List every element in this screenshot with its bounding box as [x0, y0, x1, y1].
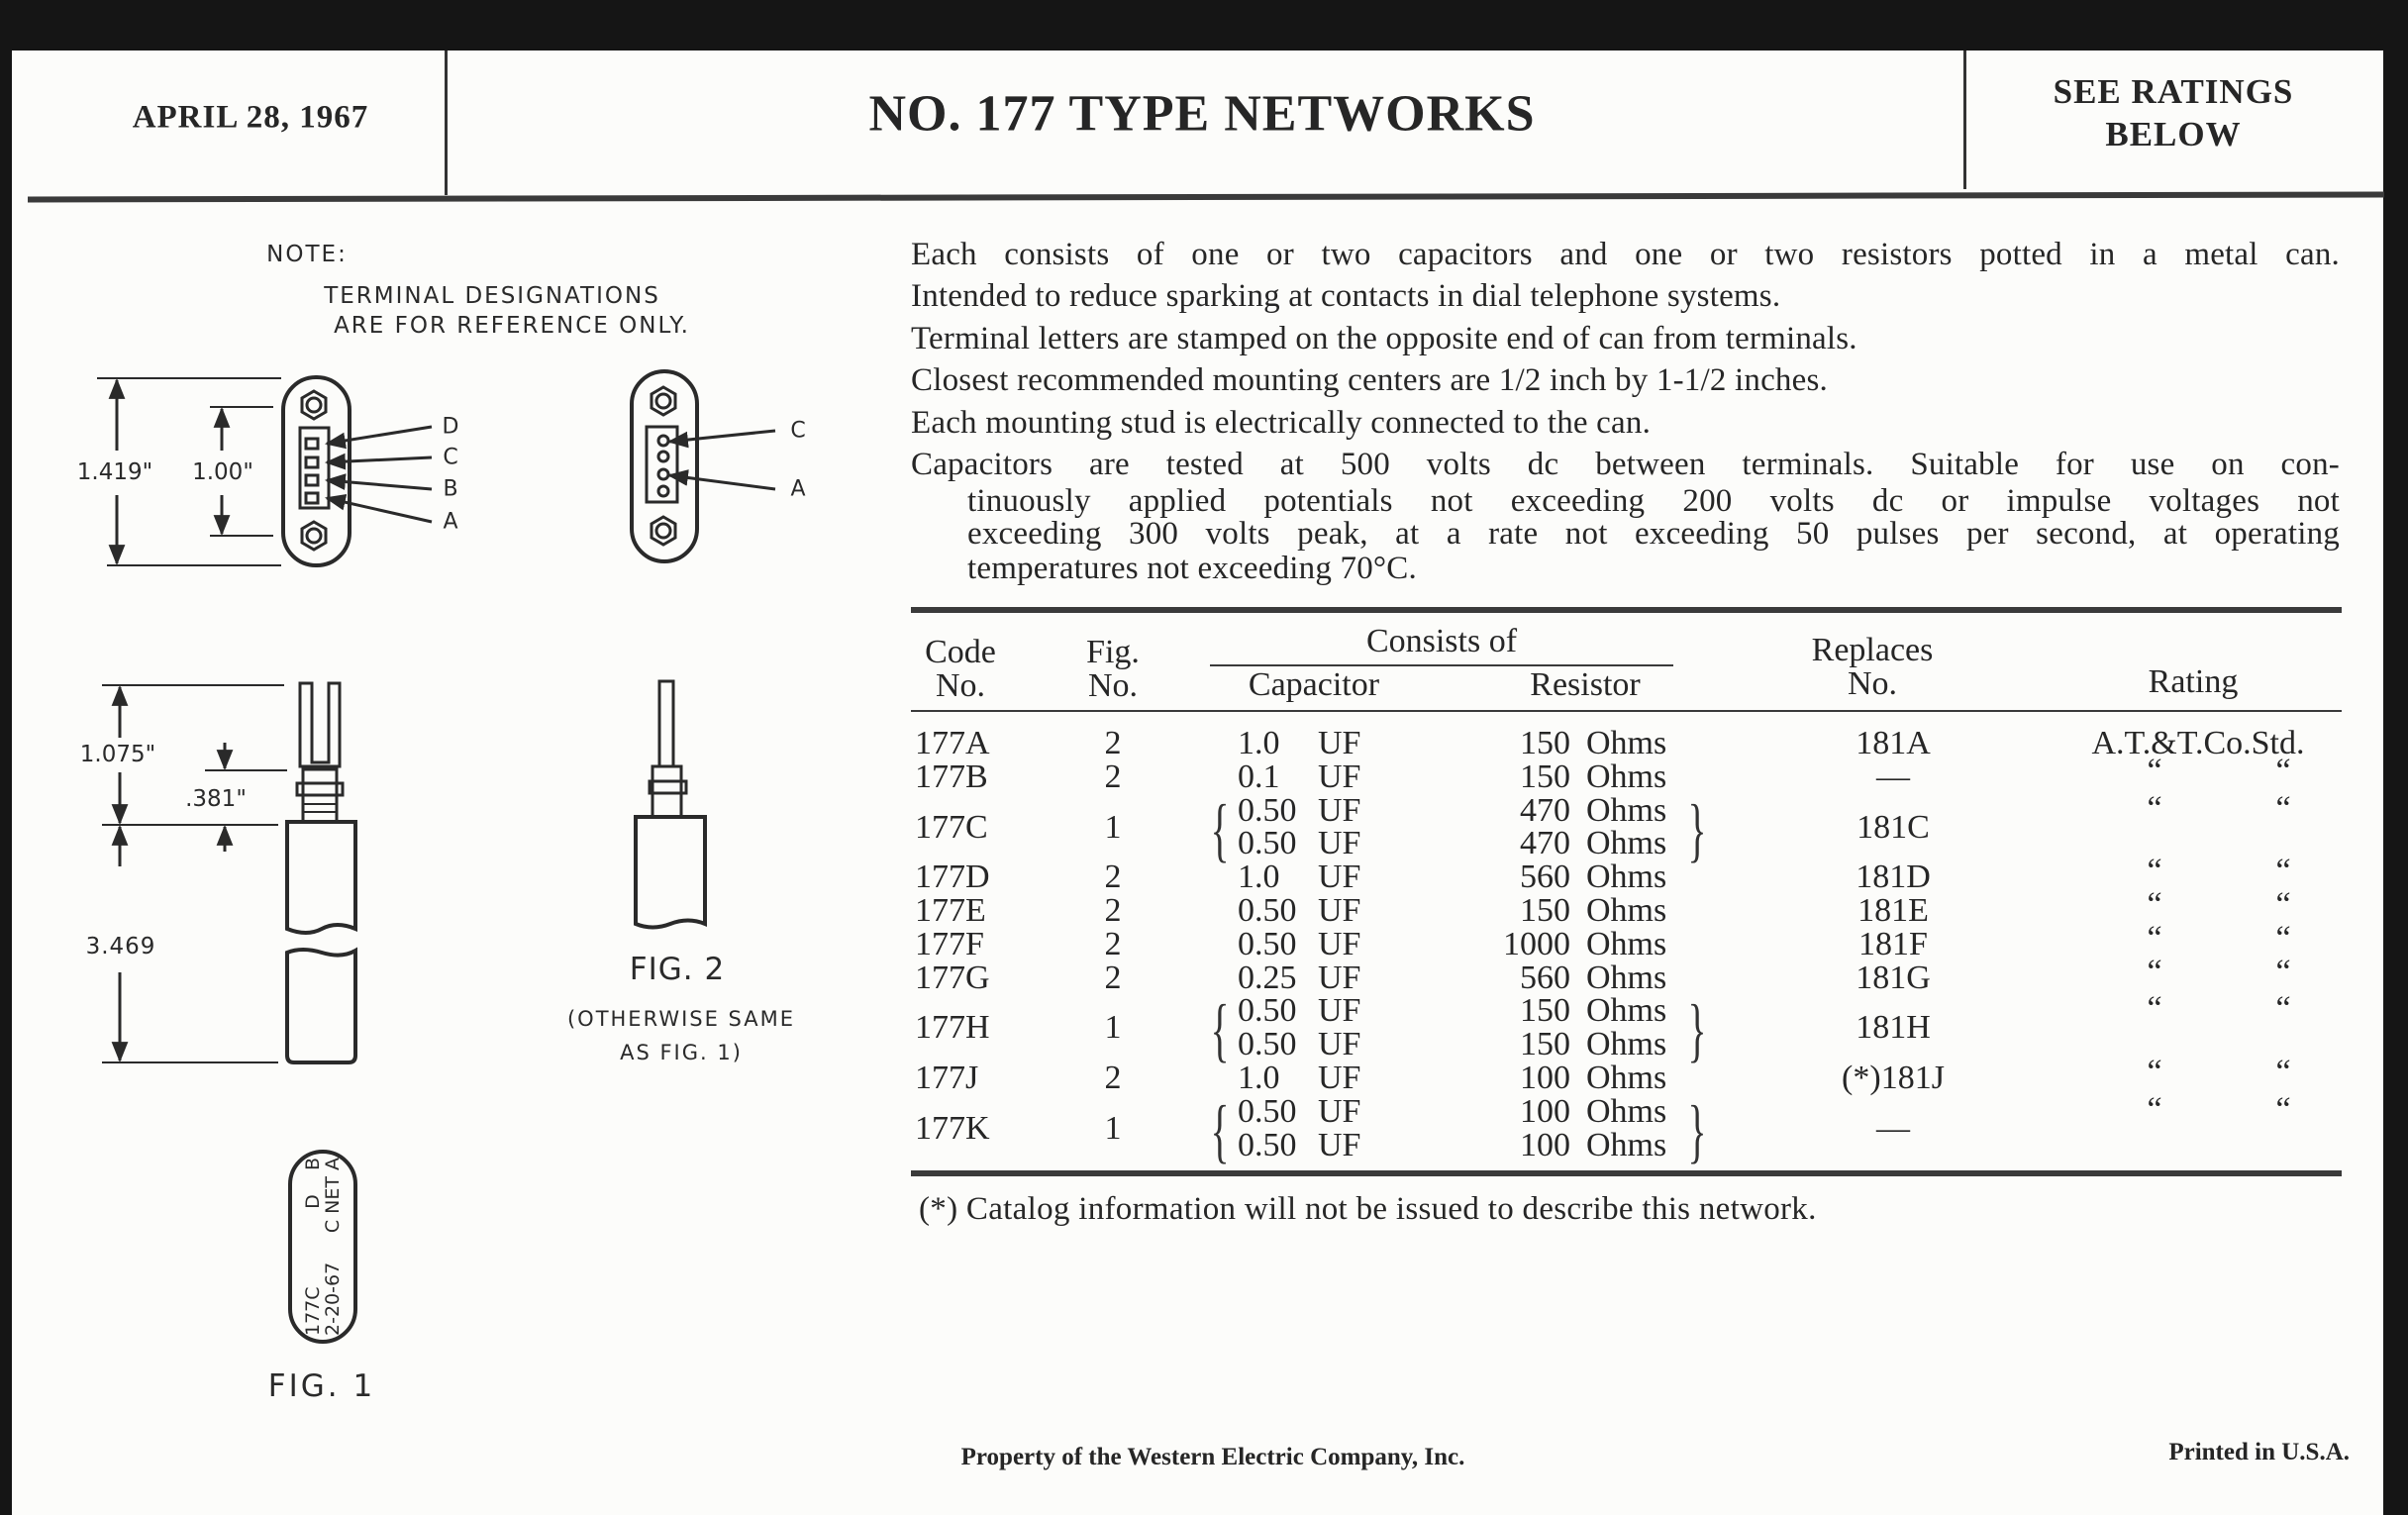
header-capacitor: Capacitor — [1248, 666, 1380, 703]
resistor-unit: Ohms — [1586, 1092, 1667, 1130]
header-replaces-1: Replaces — [1811, 632, 1934, 668]
row-fig: 2 — [1104, 725, 1122, 761]
row-fig: 2 — [1104, 959, 1122, 996]
row-replaces: 181F — [1858, 925, 1928, 962]
row-code: 177A — [915, 725, 990, 761]
left-brace: { — [1210, 1090, 1230, 1170]
description-line: Intended to reduce sparking at contacts in dial telephone systems. — [911, 278, 1781, 314]
dim-terminal-length: 1.075" — [79, 742, 156, 767]
note-line1: TERMINAL DESIGNATIONS — [324, 283, 660, 309]
rating-ditto: “ — [2147, 953, 2162, 990]
resistor-value: 100 — [1520, 1092, 1570, 1130]
capacitor-value: 1.0 — [1238, 1060, 1280, 1096]
fig2-note-line1: (OTHERWISE SAME — [566, 1007, 796, 1031]
resistor-value: 100 — [1520, 1060, 1570, 1096]
dim-can-length: 3.469 — [85, 934, 156, 960]
fig2-side-view — [636, 681, 705, 928]
table-header-rule — [911, 710, 2342, 712]
fig2-note-line2: AS FIG. 1) — [620, 1041, 743, 1064]
dim-stud-spacing: 1.00" — [192, 459, 253, 485]
stamp-net: C NET A — [322, 1158, 344, 1234]
row-replaces: 181C — [1856, 808, 1930, 846]
capacitor-unit: UF — [1318, 791, 1361, 829]
fig1-terminal-c: C — [443, 445, 458, 470]
resistor-unit: Ohms — [1586, 959, 1667, 996]
row-code: 177K — [915, 1109, 990, 1147]
right-brace: } — [1687, 1090, 1707, 1170]
left-brace: { — [1210, 789, 1230, 869]
header-divider — [1963, 50, 1966, 189]
capacitor-unit: UF — [1318, 1126, 1361, 1163]
resistor-unit: Ohms — [1586, 791, 1667, 829]
table-top-rule — [911, 607, 2342, 613]
row-fig: 1 — [1104, 1109, 1122, 1147]
note-label: NOTE: — [266, 242, 348, 267]
row-code: 177G — [915, 959, 990, 996]
row-code: 177E — [915, 892, 986, 929]
capacitor-value: 0.1 — [1238, 758, 1280, 795]
resistor-value: 470 — [1520, 825, 1570, 862]
description-line: Closest recommended mounting centers are 1/2 inch by 1-1/2 inches. — [911, 362, 1828, 398]
row-code: 177H — [915, 1009, 990, 1047]
capacitor-unit: UF — [1318, 959, 1361, 996]
resistor-unit: Ohms — [1586, 1060, 1667, 1096]
header-consists-of: Consists of — [1365, 623, 1518, 659]
rating-ditto: “ — [2275, 919, 2291, 957]
resistor-unit: Ohms — [1586, 992, 1667, 1030]
resistor-value: 150 — [1520, 892, 1570, 929]
capacitor-value: 0.50 — [1238, 791, 1297, 829]
header-fig-2: No. — [1087, 667, 1139, 704]
resistor-value: 100 — [1520, 1126, 1570, 1163]
capacitor-value: 0.50 — [1238, 992, 1297, 1030]
rating-ditto: “ — [2147, 990, 2162, 1028]
row-fig: 2 — [1104, 892, 1122, 929]
resistor-unit: Ohms — [1586, 725, 1667, 761]
resistor-unit: Ohms — [1586, 892, 1667, 929]
fig2-terminal-c: C — [790, 418, 806, 444]
right-brace: } — [1687, 990, 1707, 1070]
page-title: NO. 177 TYPE NETWORKS — [868, 85, 1536, 143]
capacitor-unit: UF — [1318, 825, 1361, 862]
capacitor-unit: UF — [1318, 1092, 1361, 1130]
table-bottom-rule — [911, 1170, 2342, 1176]
rating-ditto: “ — [2147, 752, 2162, 789]
dim-overall-height: 1.419" — [76, 459, 153, 485]
fig2-terminal-a: A — [790, 476, 806, 502]
rating-ditto: “ — [2147, 853, 2162, 890]
resistor-unit: Ohms — [1586, 925, 1667, 962]
description-line: temperatures not exceeding 70°C. — [967, 551, 1417, 586]
resistor-value: 150 — [1520, 758, 1570, 795]
header-fig-1: Fig. — [1086, 634, 1140, 670]
row-code: 177C — [915, 808, 988, 846]
right-brace: } — [1687, 789, 1707, 869]
rating-ditto: “ — [2275, 953, 2291, 990]
header-code-1: Code — [925, 634, 996, 670]
resistor-value: 150 — [1520, 992, 1570, 1030]
fig1-terminal-b: B — [443, 476, 458, 502]
resistor-unit: Ohms — [1586, 858, 1667, 896]
capacitor-value: 0.50 — [1238, 1092, 1297, 1130]
rating-ditto: “ — [2275, 1090, 2291, 1128]
fig1-terminal-a: A — [443, 509, 458, 535]
rating-ditto: “ — [2147, 1054, 2162, 1090]
fig2-caption: FIG. 2 — [629, 952, 726, 987]
stamp-line1: 177C — [302, 1286, 324, 1336]
resistor-value: 150 — [1520, 725, 1570, 761]
fig1-caption: FIG. 1 — [267, 1368, 376, 1404]
capacitor-unit: UF — [1318, 1026, 1361, 1063]
stamp-line2: 2-20-67 — [322, 1262, 344, 1336]
ratings-note-line1: SEE RATINGS — [2053, 72, 2294, 111]
capacitor-value: 0.50 — [1238, 825, 1297, 862]
capacitor-unit: UF — [1318, 725, 1361, 761]
capacitor-unit: UF — [1318, 992, 1361, 1030]
capacitor-value: 0.25 — [1238, 959, 1297, 996]
header-code-2: No. — [935, 667, 986, 704]
resistor-unit: Ohms — [1586, 1026, 1667, 1063]
row-fig: 2 — [1104, 758, 1122, 795]
rating-ditto: “ — [2147, 789, 2162, 827]
rating-ditto: “ — [2275, 789, 2291, 827]
capacitor-value: 1.0 — [1238, 725, 1280, 761]
header-replaces-2: No. — [1847, 665, 1898, 702]
row-fig: 1 — [1104, 1009, 1122, 1047]
rating-ditto: “ — [2275, 990, 2291, 1028]
capacitor-value: 0.50 — [1238, 892, 1297, 929]
sheet-date: APRIL 28, 1967 — [132, 99, 369, 136]
description-line: exceeding 300 volts peak, at a rate not exceeding 50 pulses per second, at operating — [967, 516, 2340, 552]
row-code: 177F — [915, 925, 984, 962]
stamp-top: D B — [302, 1158, 324, 1209]
table-footnote: (*) Catalog information will not be issued to describe this network. — [919, 1191, 1817, 1227]
row-fig: 1 — [1104, 808, 1122, 846]
resistor-value: 1000 — [1503, 925, 1570, 962]
row-replaces: 181H — [1856, 1009, 1931, 1047]
fig1-stamp-text — [303, 1158, 343, 1336]
row-replaces: 181D — [1856, 858, 1931, 896]
resistor-value: 560 — [1520, 959, 1570, 996]
capacitor-value: 0.50 — [1238, 1026, 1297, 1063]
row-fig: 2 — [1104, 1060, 1122, 1096]
header-resistor: Resistor — [1530, 666, 1641, 703]
header-rating: Rating — [2148, 663, 2239, 700]
row-replaces: 181G — [1856, 959, 1931, 996]
capacitor-unit: UF — [1318, 1060, 1361, 1096]
row-code: 177B — [915, 758, 988, 795]
description-line: tinuously applied potentials not exceeding 200 volts dc or impulse voltages not — [967, 483, 2340, 519]
ratings-note-line2: BELOW — [2105, 115, 2242, 153]
footer-printed: Printed in U.S.A. — [2168, 1439, 2350, 1465]
rating-ditto: “ — [2147, 886, 2162, 923]
description-line: Each mounting stud is electrically connected to the can. — [911, 405, 1652, 441]
rating-ditto: “ — [2275, 1054, 2291, 1090]
row-replaces: (*)181J — [1842, 1060, 1945, 1096]
capacitor-value: 0.50 — [1238, 925, 1297, 962]
resistor-unit: Ohms — [1586, 825, 1667, 862]
row-code: 177D — [915, 858, 990, 896]
dim-stud-length: .381" — [185, 786, 247, 812]
description-line: Each consists of one or two capacitors and one or two resistors potted in a metal can. — [911, 237, 2340, 272]
footer-property: Property of the Western Electric Company, Inc. — [960, 1444, 1465, 1470]
resistor-value: 150 — [1520, 1026, 1570, 1063]
row-replaces: 181E — [1857, 892, 1929, 929]
row-replaces: 181A — [1856, 725, 1931, 761]
row-replaces: — — [1876, 758, 1910, 795]
capacitor-unit: UF — [1318, 925, 1361, 962]
rating-ditto: “ — [2275, 853, 2291, 890]
description-line: Capacitors are tested at 500 volts dc between terminals. Suitable for use on con- — [911, 447, 2340, 482]
row-code: 177J — [915, 1060, 979, 1096]
rating-ditto: “ — [2147, 1090, 2162, 1128]
note-line2: ARE FOR REFERENCE ONLY. — [334, 313, 690, 339]
resistor-unit: Ohms — [1586, 758, 1667, 795]
resistor-value: 560 — [1520, 858, 1570, 896]
row-replaces: — — [1876, 1109, 1910, 1147]
rating-ditto: “ — [2275, 886, 2291, 923]
row-rating: A.T.&T.Co.Std. — [2091, 725, 2305, 761]
fig2-top-view — [632, 371, 775, 561]
fig1-side-view — [102, 683, 355, 1062]
row-fig: 2 — [1104, 858, 1122, 896]
row-fig: 2 — [1104, 925, 1122, 962]
resistor-unit: Ohms — [1586, 1126, 1667, 1163]
left-brace: { — [1210, 990, 1230, 1070]
capacitor-unit: UF — [1318, 858, 1361, 896]
fig1-terminal-d: D — [442, 414, 459, 440]
rating-ditto: “ — [2275, 752, 2291, 789]
capacitor-unit: UF — [1318, 892, 1361, 929]
resistor-value: 470 — [1520, 791, 1570, 829]
capacitor-value: 1.0 — [1238, 858, 1280, 896]
rating-ditto: “ — [2147, 919, 2162, 957]
capacitor-unit: UF — [1318, 758, 1361, 795]
description-line: Terminal letters are stamped on the opposite end of can from terminals. — [911, 321, 1857, 356]
capacitor-value: 0.50 — [1238, 1126, 1297, 1163]
